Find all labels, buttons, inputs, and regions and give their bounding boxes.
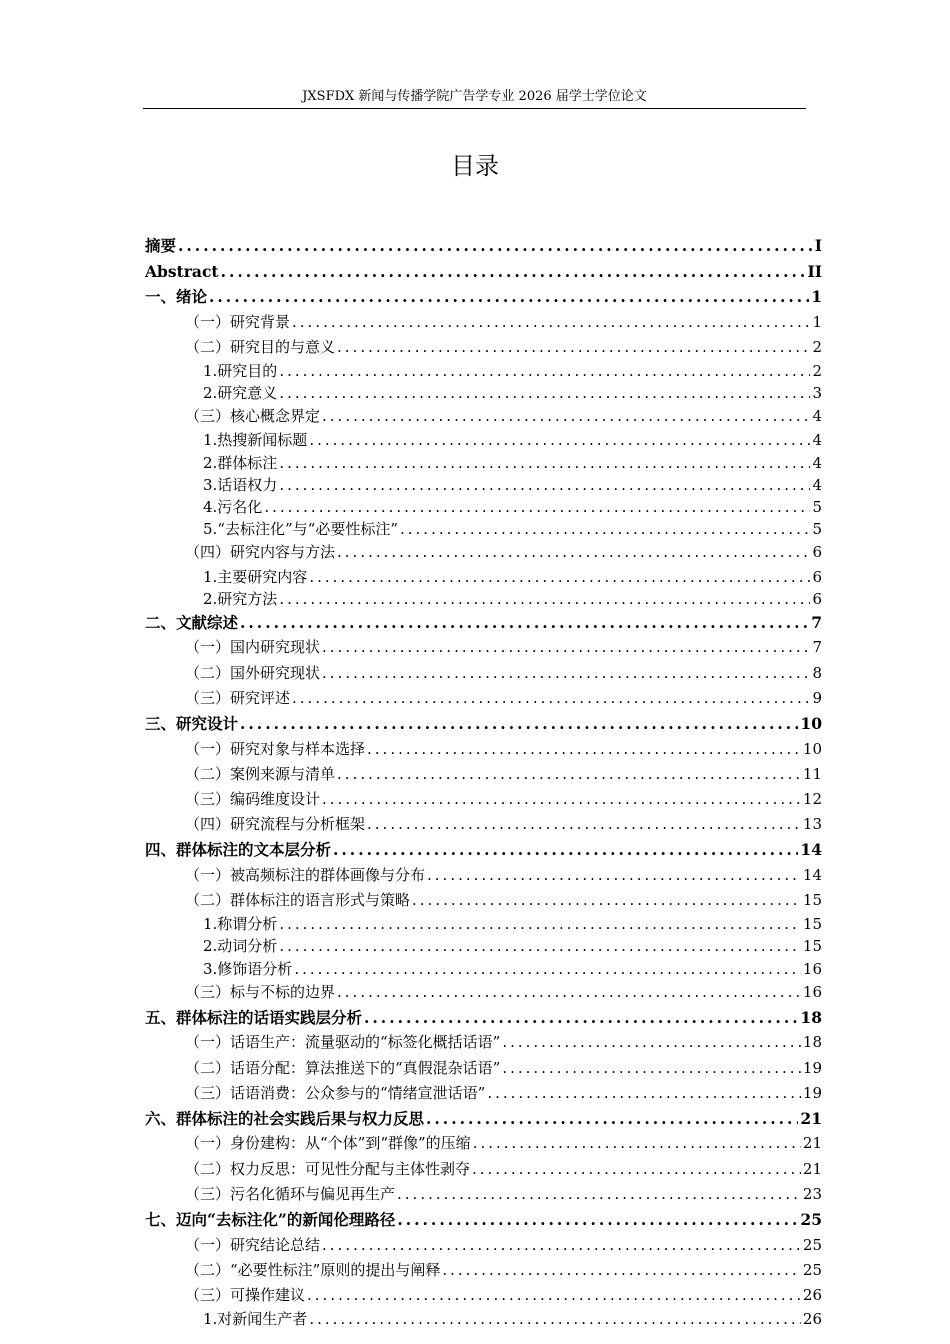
toc-entry-title: （一）研究对象与样本选择	[185, 739, 366, 758]
toc-entry-page: 10	[800, 714, 822, 733]
toc-entry[interactable]	[145, 1182, 822, 1207]
toc-entry[interactable]	[145, 566, 822, 588]
toc-entry-title: Abstract	[145, 261, 219, 281]
toc-entry-title: 六、群体标注的社会实践后果与权力反思	[145, 1108, 425, 1128]
toc-entry-page: 19	[802, 1083, 822, 1102]
toc-leader-dots	[322, 404, 810, 429]
toc-entry-title: （二）“必要性标注”原则的提出与阐释	[185, 1260, 441, 1279]
toc-entry[interactable]	[145, 1258, 822, 1283]
toc-leader-dots	[309, 1308, 801, 1330]
toc-leader-dots	[240, 610, 809, 636]
toc-leader-dots	[178, 233, 813, 259]
toc-entry[interactable]	[145, 518, 822, 540]
toc-entry[interactable]	[145, 737, 822, 762]
toc-entry[interactable]	[145, 382, 822, 404]
toc-entry-title: （三）污名化循环与偏见再生产	[185, 1184, 396, 1203]
toc-entry-page: 16	[802, 959, 822, 978]
toc-entry-page: 2	[812, 361, 822, 380]
toc-entry-page: 14	[800, 840, 822, 860]
toc-entry[interactable]	[145, 588, 822, 610]
toc-entry[interactable]	[145, 310, 822, 335]
toc-entry-title: 1.热搜新闻标题	[203, 431, 308, 450]
toc-entry[interactable]	[145, 980, 822, 1005]
toc-entry-title: 1.对新闻生产者	[203, 1310, 308, 1329]
table-of-contents	[145, 233, 822, 1330]
toc-entry-title: 4.污名化	[203, 498, 263, 516]
toc-leader-dots	[367, 737, 801, 762]
toc-entry-page: 12	[802, 789, 822, 808]
toc-leader-dots	[412, 888, 801, 913]
toc-leader-dots	[502, 1056, 801, 1081]
toc-entry-page: 10	[802, 739, 822, 758]
toc-entry-title: （一）研究结论总结	[185, 1235, 321, 1254]
toc-entry[interactable]	[145, 958, 822, 980]
toc-leader-dots	[279, 935, 801, 957]
toc-leader-dots	[502, 1030, 801, 1055]
toc-entry-title: （二）案例来源与清单	[185, 764, 336, 783]
toc-entry[interactable]	[145, 661, 822, 686]
toc-leader-dots	[307, 1283, 801, 1308]
toc-leader-dots	[279, 360, 810, 382]
toc-entry-title: （二）国外研究现状	[185, 663, 321, 682]
toc-entry-page: 14	[802, 865, 822, 884]
toc-entry[interactable]	[145, 812, 822, 837]
toc-entry-title: （一）话语生产：流量驱动的“标签化概括话语”	[185, 1033, 501, 1052]
toc-leader-dots	[322, 787, 801, 812]
toc-entry[interactable]	[145, 888, 822, 913]
toc-leader-dots	[337, 335, 810, 360]
toc-entry-page: 1	[811, 287, 822, 306]
toc-entry[interactable]	[145, 1005, 822, 1031]
toc-entry-page: 4	[812, 453, 822, 472]
toc-entry-page: 26	[802, 1285, 822, 1304]
toc-entry-page: 18	[802, 1033, 822, 1052]
toc-entry-title: 四、群体标注的文本层分析	[145, 840, 332, 860]
toc-leader-dots	[221, 259, 806, 285]
toc-leader-dots	[279, 474, 810, 496]
toc-entry-title: 二、文献综述	[145, 612, 239, 632]
toc-entry-title: 2.研究意义	[203, 384, 278, 403]
toc-entry-page: 25	[800, 1210, 822, 1229]
toc-entry[interactable]	[145, 1056, 822, 1081]
toc-entry[interactable]	[145, 837, 822, 863]
toc-entry[interactable]	[145, 762, 822, 787]
toc-entry-page: 7	[812, 638, 822, 657]
toc-entry[interactable]	[145, 1283, 822, 1308]
toc-entry-title: 一、绪论	[145, 287, 208, 306]
toc-entry-page: 8	[812, 663, 822, 682]
toc-entry[interactable]	[145, 863, 822, 888]
toc-leader-dots	[322, 661, 810, 686]
toc-entry-page: I	[814, 236, 822, 255]
toc-entry-title: 3.修饰语分析	[203, 959, 293, 978]
toc-entry-title: 2.群体标注	[203, 453, 278, 472]
toc-leader-dots	[364, 1005, 798, 1031]
toc-entry-title: （二）权力反思：可见性分配与主体性剥夺	[185, 1159, 471, 1178]
toc-entry-page: 15	[802, 915, 822, 934]
toc-entry-page: 21	[800, 1108, 822, 1128]
toc-entry-title: （一）研究背景	[185, 312, 291, 331]
toc-leader-dots	[367, 812, 801, 837]
toc-entry-page: 15	[802, 937, 822, 956]
toc-entry[interactable]	[145, 404, 822, 429]
toc-entry[interactable]	[145, 335, 822, 360]
toc-entry[interactable]	[145, 474, 822, 496]
toc-entry[interactable]	[145, 610, 822, 636]
toc-entry-title: （一）国内研究现状	[185, 638, 321, 657]
toc-leader-dots	[337, 980, 801, 1005]
toc-entry-title: 三、研究设计	[145, 714, 239, 733]
toc-leader-dots	[442, 1258, 801, 1283]
toc-leader-dots	[322, 635, 810, 660]
toc-entry[interactable]	[145, 1207, 822, 1233]
toc-entry-page: 23	[802, 1184, 822, 1203]
toc-leader-dots	[294, 958, 801, 980]
toc-entry[interactable]	[145, 913, 822, 935]
toc-entry-page: 15	[802, 890, 822, 909]
toc-leader-dots	[473, 1131, 801, 1156]
page-header: JXSFDX 新闻与传播学院广告学专业 2026 届学士学位论文	[143, 88, 806, 109]
toc-entry-page: 21	[802, 1134, 822, 1153]
toc-entry-page: 25	[802, 1235, 822, 1254]
toc-entry[interactable]	[145, 429, 822, 451]
toc-entry[interactable]	[145, 1308, 822, 1330]
toc-entry-page: 4	[812, 407, 822, 426]
toc-entry-page: 7	[811, 612, 822, 632]
toc-entry-page: 2	[812, 337, 822, 356]
toc-leader-dots	[279, 588, 810, 610]
toc-entry[interactable]	[145, 284, 822, 310]
toc-leader-dots	[279, 382, 810, 404]
toc-entry-page: 3	[812, 384, 822, 403]
toc-entry-title: （三）编码维度设计	[185, 789, 321, 808]
toc-entry-page: 4	[812, 475, 822, 494]
toc-leader-dots	[397, 1182, 801, 1207]
toc-entry-page: 5	[812, 520, 822, 539]
toc-entry-page: 6	[812, 543, 822, 562]
toc-leader-dots	[309, 566, 810, 588]
toc-entry-title: （二）研究目的与意义	[185, 337, 336, 356]
toc-leader-dots	[279, 913, 801, 935]
toc-leader-dots	[333, 837, 798, 863]
toc-entry-title: 5.“去标注化”与“必要性标注”	[203, 520, 398, 539]
toc-entry-title: （一）被高频标注的群体画像与分布	[185, 865, 426, 884]
toc-leader-dots	[472, 1157, 801, 1182]
toc-leader-dots	[397, 1207, 798, 1233]
toc-entry-title: 2.动词分析	[203, 937, 278, 956]
toc-entry-title: （三）研究评述	[185, 688, 291, 707]
toc-entry-page: 16	[802, 982, 822, 1001]
toc-entry-title: （三）可操作建议	[185, 1285, 306, 1304]
toc-entry-page: 19	[802, 1058, 822, 1077]
toc-entry[interactable]	[145, 1233, 822, 1258]
toc-leader-dots	[264, 496, 810, 518]
toc-entry-title: （二）话语分配：算法推送下的“真假混杂话语”	[185, 1058, 501, 1077]
toc-entry-title: （三）标与不标的边界	[185, 982, 336, 1001]
toc-entry-page: 6	[812, 589, 822, 608]
toc-entry[interactable]	[145, 787, 822, 812]
toc-leader-dots	[292, 686, 810, 711]
toc-entry[interactable]	[145, 1157, 822, 1182]
toc-entry[interactable]	[145, 540, 822, 565]
toc-entry-title: （三）话语消费：公众参与的“情绪宣泄话语”	[185, 1083, 486, 1102]
toc-entry-page: 13	[802, 815, 822, 834]
toc-entry-page: 21	[802, 1159, 822, 1178]
toc-entry-page: 18	[800, 1007, 822, 1027]
toc-entry[interactable]	[145, 686, 822, 711]
toc-entry-title: （一）身份建构：从“个体”到“群像”的压缩	[185, 1134, 471, 1153]
toc-entry-title: 1.主要研究内容	[203, 567, 308, 586]
toc-leader-dots	[337, 540, 810, 565]
toc-leader-dots	[487, 1081, 801, 1106]
toc-entry[interactable]	[145, 360, 822, 382]
toc-entry-title: （四）研究内容与方法	[185, 543, 336, 562]
toc-entry[interactable]	[145, 452, 822, 474]
toc-leader-dots	[209, 284, 809, 310]
toc-entry-title: 1.称谓分析	[203, 915, 278, 934]
toc-entry-title: 七、迈向“去标注化”的新闻伦理路径	[145, 1210, 396, 1229]
toc-entry-title: 2.研究方法	[203, 589, 278, 608]
toc-entry-page: 6	[812, 567, 822, 586]
toc-entry-page: 11	[802, 764, 822, 783]
toc-entry-title: 1.研究目的	[203, 361, 278, 380]
toc-entry[interactable]	[145, 711, 822, 737]
toc-entry[interactable]	[145, 1081, 822, 1106]
toc-entry-title: 摘要	[145, 236, 177, 255]
toc-entry[interactable]	[145, 233, 822, 259]
toc-entry[interactable]	[145, 635, 822, 660]
toc-leader-dots	[400, 518, 810, 540]
toc-entry-page: 1	[812, 312, 822, 331]
toc-leader-dots	[426, 1106, 798, 1132]
toc-entry[interactable]	[145, 496, 822, 518]
toc-entry-title: （二）群体标注的语言形式与策略	[185, 890, 411, 909]
toc-entry-page: 26	[802, 1310, 822, 1329]
toc-entry[interactable]	[145, 1106, 822, 1132]
toc-leader-dots	[322, 1233, 801, 1258]
toc-entry-title: （三）核心概念界定	[185, 407, 321, 426]
toc-leader-dots	[337, 762, 801, 787]
toc-entry-page: 5	[812, 498, 822, 516]
toc-entry-page: 9	[812, 688, 822, 707]
toc-entry-page: II	[807, 261, 822, 281]
toc-entry-title: 五、群体标注的话语实践层分析	[145, 1007, 363, 1027]
toc-entry[interactable]	[145, 259, 822, 285]
page-title: 目录	[451, 152, 499, 180]
toc-entry-title: （四）研究流程与分析框架	[185, 815, 366, 834]
toc-entry[interactable]	[145, 1030, 822, 1055]
toc-leader-dots	[240, 711, 798, 737]
toc-leader-dots	[309, 429, 810, 451]
toc-leader-dots	[427, 863, 801, 888]
toc-leader-dots	[279, 452, 810, 474]
toc-entry-page: 4	[812, 431, 822, 450]
toc-entry-title: 3.话语权力	[203, 475, 278, 494]
toc-entry-page: 25	[802, 1260, 822, 1279]
toc-leader-dots	[292, 310, 810, 335]
toc-entry[interactable]	[145, 935, 822, 957]
toc-entry[interactable]	[145, 1131, 822, 1156]
